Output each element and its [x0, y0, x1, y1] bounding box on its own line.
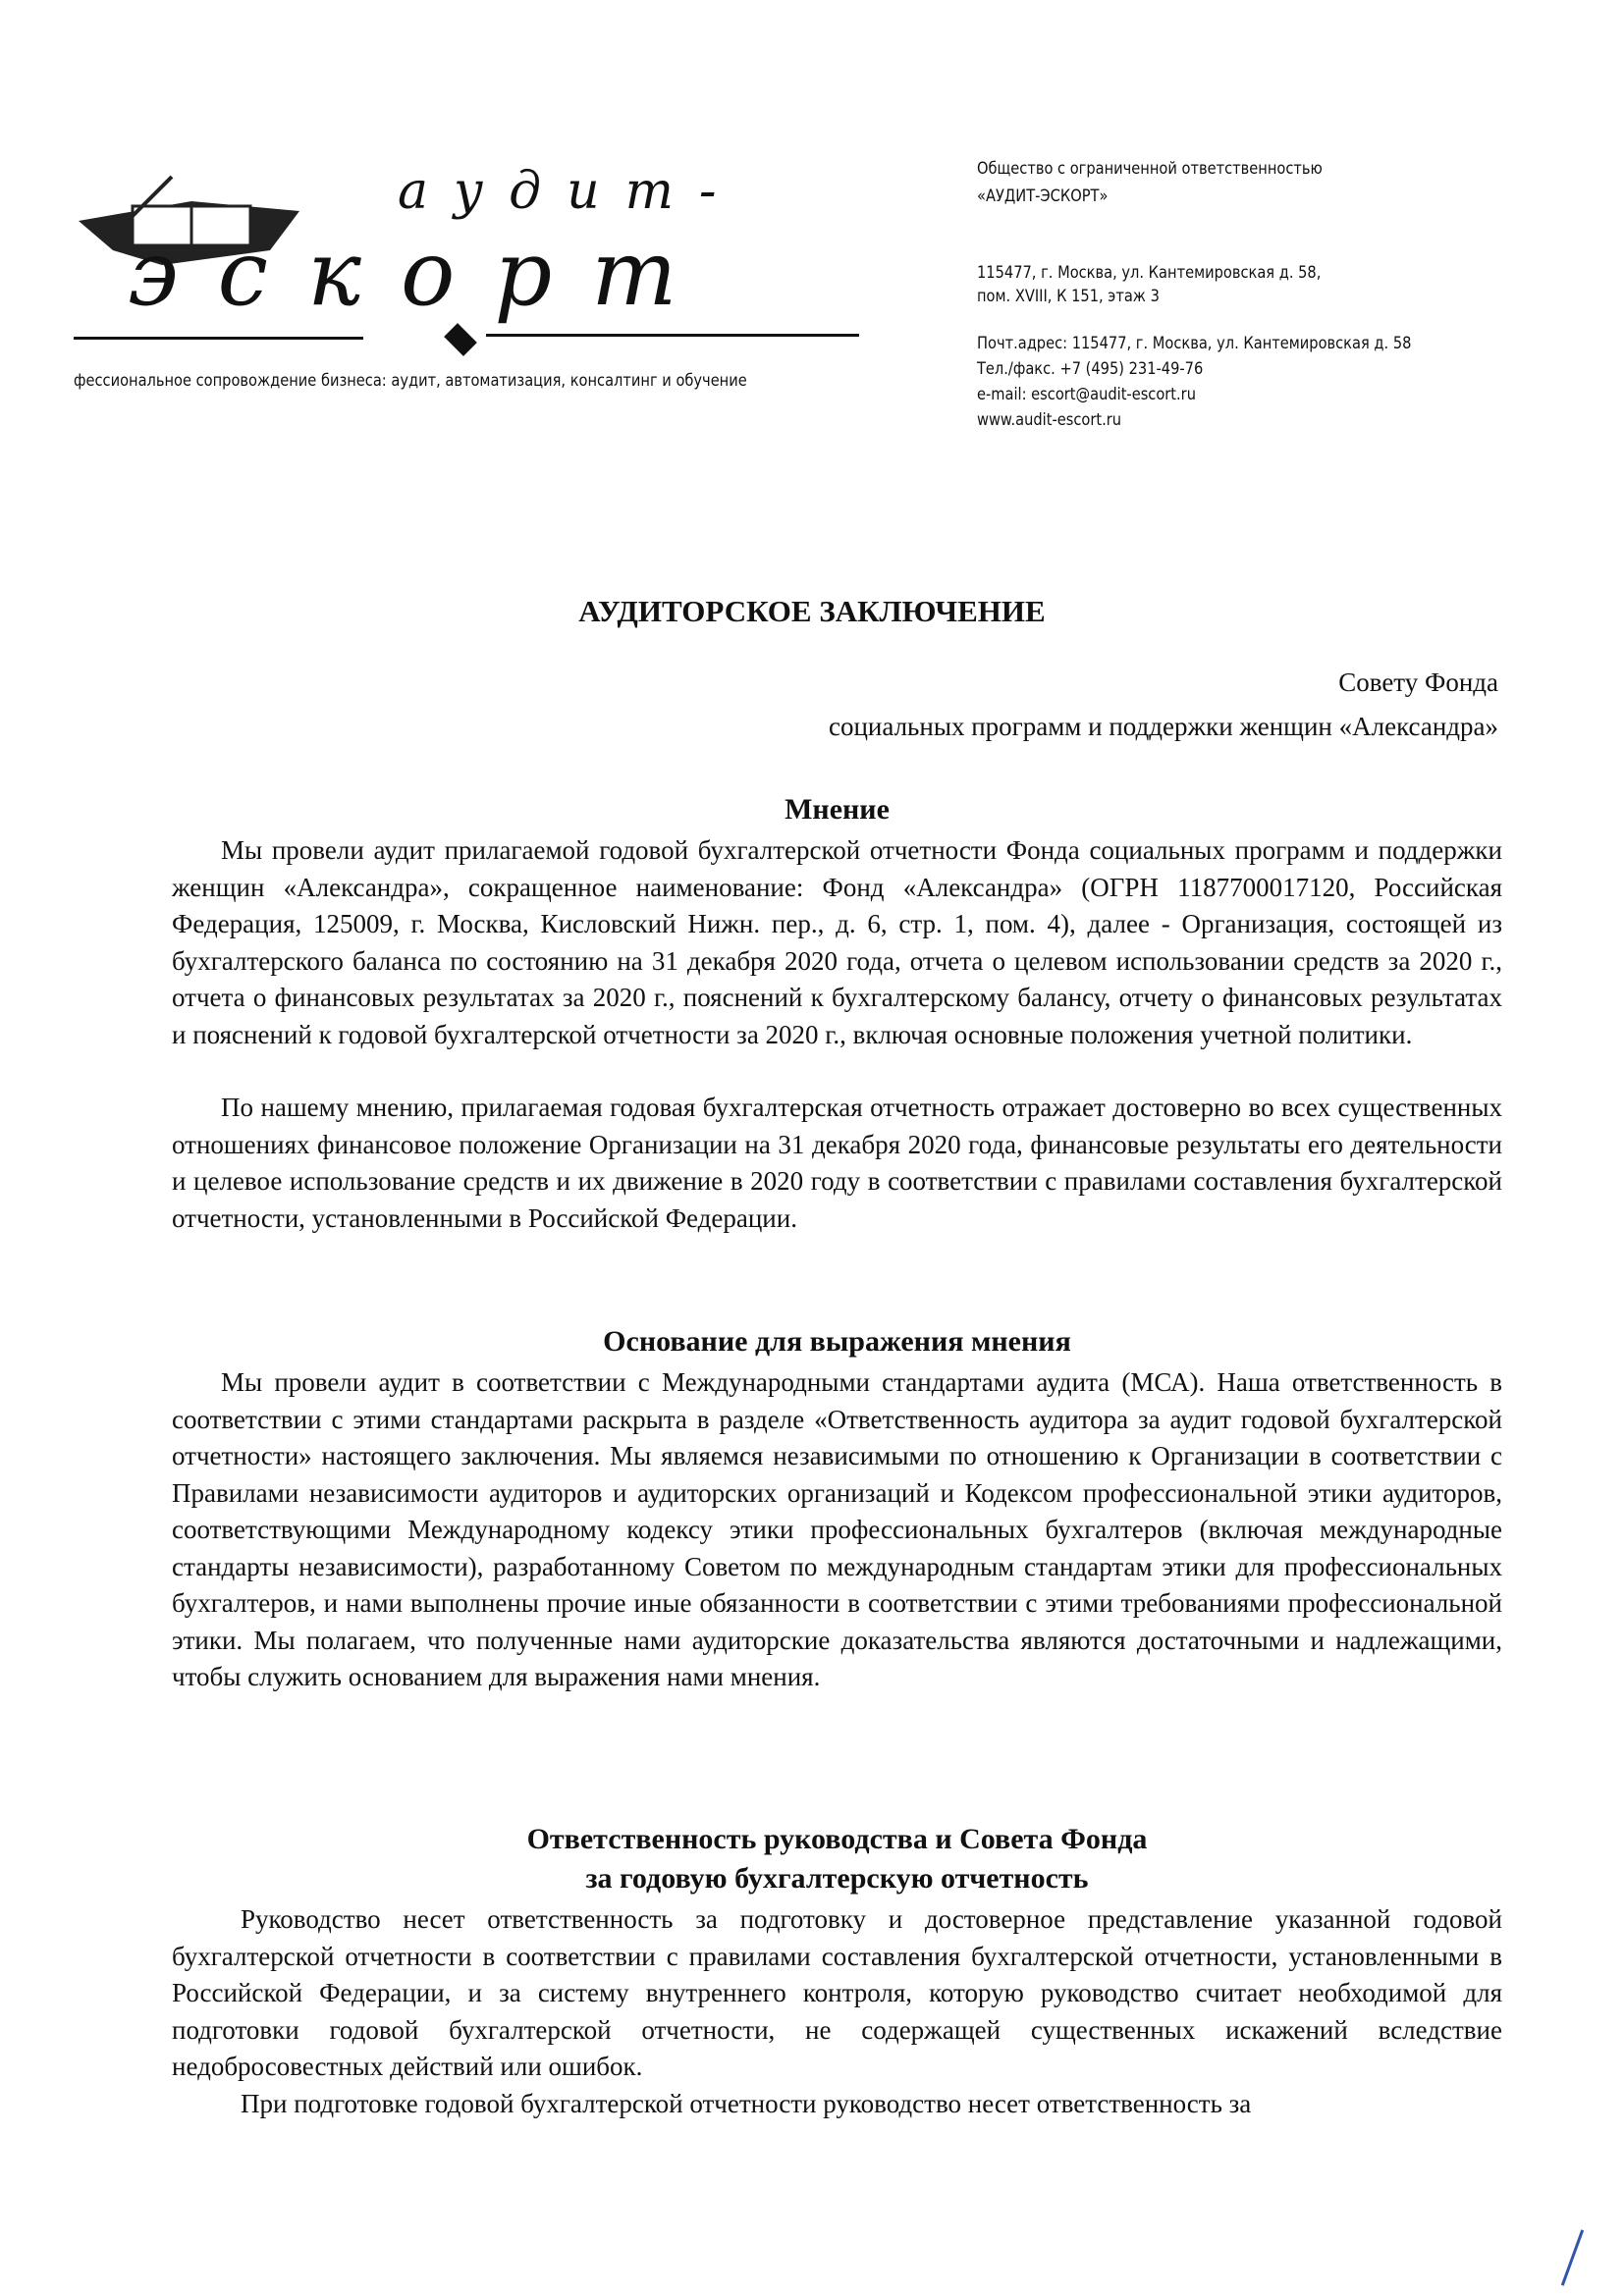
logo-divider	[74, 337, 363, 340]
addressee-line2: социальных программ и поддержки женщин «Александра»	[828, 712, 1498, 741]
logo-text-top: аудит-	[398, 162, 742, 221]
paragraph	[172, 2086, 1502, 2123]
paragraph-text: Мы провели аудит прилагаемой годовой бухгалтерской отчетности Фонда социальных программ и поддержки женщин «Александра», сокращенное наименование: Фонд «Александра» (ОГРН 1187700017120, Российская Федерация, 125009, г. Москва, Кисловский Нижн. пер., д. 6, стр. 1, пом. 4), далее - Организация, состоящей из бухгалтерского баланса по состоянию на 31 декабря 2020 года, отчета о целевом использовании средств за 2020 г., отчета о финансовых результатах за 2020 г., пояснений к бухгалтерскому балансу, отчету о финансовых результатах и пояснений к годовой бухгалтерской отчетности за 2020 г., включая основные положения учетной политики.	[172, 835, 1502, 1049]
company-address-line2: пом. XVIII, К 151, этаж 3	[977, 287, 1160, 306]
company-tagline: фессиональное сопровождение бизнеса: аудит, автоматизация, консалтинг и обучение	[74, 371, 747, 391]
company-logo	[74, 157, 859, 368]
pen-mark	[1561, 2229, 1584, 2285]
addressee-line1: Совету Фонда	[1338, 667, 1498, 697]
postal-address: Почт.адрес: 115477, г. Москва, ул. Кантемировская д. 58	[977, 334, 1412, 353]
company-form: Общество с ограниченной ответственностью	[977, 159, 1323, 179]
document-title: АУДИТОРСКОЕ ЗАКЛЮЧЕНИЕ	[578, 594, 1046, 628]
paragraph-text: При подготовке годовой бухгалтерской отчетности руководство несет ответственность за	[241, 2089, 1252, 2118]
section-heading-opinion: Мнение	[785, 793, 890, 826]
paragraph	[172, 1901, 1502, 2086]
logo-text-main: эскорт	[128, 221, 717, 326]
phone: Тел./факс. +7 (495) 231-49-76	[977, 359, 1204, 379]
section-heading-responsibility: Ответственность руководства и Совета Фонда	[526, 1823, 1148, 1855]
paragraph-text: По нашему мнению, прилагаемая годовая бухгалтерская отчетность отражает достоверно во всех существенных отношениях финансовое положение Организации на 31 декабря 2020 года, финансовые результаты его деятельности и целевое использование средств и их движение в 2020 году в соответствии с правилами составления бухгалтерской отчетности, установленными в Российской Федерации.	[172, 1093, 1502, 1233]
paragraph	[172, 1090, 1502, 1237]
website-link[interactable]: www.audit-escort.ru	[977, 410, 1122, 430]
paragraph-text: Руководство несет ответственность за подготовку и достоверное представление указанной годовой бухгалтерской отчетности в соответствии с правилами составления бухгалтерской отчетности, установленными в Российской Федерации, и за систему внутреннего контроля, которую руководство считает необходимой для подготовки годовой бухгалтерской отчетности, не содержащей существенных искажений вследствие недобросовестных действий или ошибок.	[172, 1904, 1502, 2081]
company-name: «АУДИТ-ЭСКОРТ»	[977, 187, 1109, 206]
diamond-ornament-icon	[444, 323, 477, 356]
logo-divider	[486, 334, 859, 337]
email-link[interactable]: e-mail: escort@audit-escort.ru	[977, 385, 1196, 404]
paragraph	[172, 1364, 1502, 1696]
section-heading-responsibility-line2: за годовую бухгалтерскую отчетность	[585, 1862, 1089, 1895]
section-heading-basis: Основание для выражения мнения	[603, 1325, 1071, 1358]
paragraph	[172, 832, 1502, 1053]
paragraph-text: Мы провели аудит в соответствии с Международными стандартами аудита (МСА). Наша ответственность в соответствии с этими стандартами раскрыта в разделе «Ответственность аудитора за аудит годовой бухгалтерской отчетности» настоящего заключения. Мы являемся независимыми по отношению к Организации в соответствии с Правилами независимости аудиторов и аудиторских организаций и Кодексом профессиональной этики аудиторов, соответствующими Международному кодексу этики профессиональных бухгалтеров (включая международные стандарты независимости), разработанному Советом по международным стандартам этики для профессиональных бухгалтеров, и нами выполнены прочие иные обязанности в соответствии с этими требованиями профессиональной этики. Мы полагаем, что полученные нами аудиторские доказательства являются достаточными и надлежащими, чтобы служить основанием для выражения нами мнения.	[172, 1367, 1502, 1691]
company-address-line1: 115477, г. Москва, ул. Кантемировская д. 58,	[977, 263, 1322, 283]
